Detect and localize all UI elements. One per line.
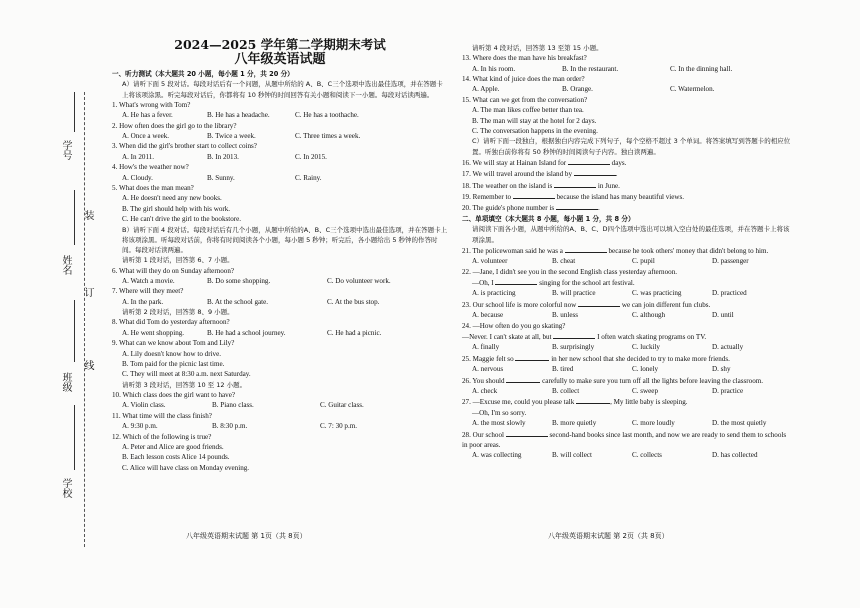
answer-blank[interactable] <box>568 157 610 165</box>
margin-label-xian: 线 <box>82 360 93 370</box>
options-15 <box>462 105 792 136</box>
blank-name <box>74 190 75 245</box>
question-22: 22. —Jane, I didn't see you in the second English class yesterday afternoon. <box>462 267 678 276</box>
option[interactable]: B. Sunny. <box>207 173 235 182</box>
part-b-instructions: B）请听下面 4 段对话。每段对话后有几个小题，从题中所给的A、B、C三个选项中选出最佳选项，并在答题卡上将该项涂黑。听每段对话前，你将有时间阅读各个小题，每小题 5 秒钟；听完后，各小题给出 5 秒钟的作答时间。每段对话读两遍。 <box>122 225 448 255</box>
answer-blank[interactable] <box>506 375 540 383</box>
q-text: 26. You should <box>462 376 505 385</box>
question-24-reply <box>462 331 792 342</box>
option[interactable]: A. In his room. <box>472 64 516 73</box>
options-7 <box>112 297 448 307</box>
options-24 <box>462 342 792 352</box>
answer-blank[interactable] <box>578 299 620 307</box>
option[interactable]: B. Piano class. <box>212 401 254 410</box>
options-26 <box>462 386 792 396</box>
question-3: 3. When did the girl's brother start to collect coins? <box>112 142 257 151</box>
question-20 <box>462 202 792 213</box>
q-text: 16. We will stay at Hainan Island for <box>462 158 567 167</box>
option[interactable]: C. In the dinning hall. <box>670 64 733 73</box>
option[interactable]: B. surprisingly <box>552 343 595 352</box>
dialogue-3-note: 请听第 3 段对话，回答第 10 至 12 小题。 <box>122 380 247 389</box>
option[interactable]: C. In 2015. <box>295 152 327 161</box>
question-24: 24. —How often do you go skating? <box>462 321 566 330</box>
option[interactable]: A. is practicing <box>472 289 516 298</box>
q-text: 25. Maggie felt so <box>462 354 514 363</box>
answer-blank[interactable] <box>515 353 549 361</box>
margin-label-class: 班级 <box>60 372 71 392</box>
q-text: we can join different fun clubs. <box>621 300 711 309</box>
option[interactable]: C. pupil <box>632 257 655 266</box>
question-17 <box>462 168 792 179</box>
q-text: , My little baby is sleeping. <box>610 398 688 407</box>
answer-blank[interactable] <box>554 180 596 188</box>
option[interactable]: C. He has a toothache. <box>295 111 359 120</box>
option[interactable]: C. was practicing <box>632 289 682 298</box>
dialogue-4-note: 请听第 4 段对话，回答第 13 至第 15 小题。 <box>472 44 603 52</box>
options-28 <box>462 450 792 460</box>
page-2-footer: 八年级英语期末试题 第 2页（共 8页） <box>548 532 669 540</box>
option[interactable]: B. The girl should help with his work. <box>122 204 231 213</box>
option[interactable]: A. nervous <box>472 365 504 374</box>
question-7: 7. Where will they meet? <box>112 287 184 296</box>
option[interactable]: C. lonely <box>632 365 659 374</box>
q-text: 27. —Excuse me, could you please talk <box>462 398 575 407</box>
option[interactable]: C. He had a picnic. <box>327 328 382 337</box>
q-text: second-hand books since last month, and now we are ready to send them to schools in poor areas. <box>462 430 787 450</box>
option[interactable]: D. practiced <box>712 289 747 298</box>
option[interactable]: C. collects <box>632 451 662 460</box>
answer-blank[interactable] <box>576 396 610 404</box>
option[interactable]: C. sweep <box>632 386 659 395</box>
section-2-heading: 二、单项填空（本大题共 8 小题，每小题 1 分，共 8 分） <box>462 214 635 223</box>
section-2-instructions: 请阅读下面各小题，从题中所给的A、B、C、D四个选项中选出可以填入空白处的最佳选项，并在答题卡上将该项涂黑。 <box>472 225 790 244</box>
options-6 <box>112 276 448 286</box>
option[interactable]: B. In 2013. <box>207 152 239 161</box>
question-25 <box>462 353 792 364</box>
option[interactable]: A. He doesn't need any new books. <box>122 194 222 203</box>
option[interactable]: A. Watch a movie. <box>122 276 175 285</box>
margin-label-school: 学校 <box>60 478 71 498</box>
option[interactable]: A. Once a week. <box>122 132 170 141</box>
q-text: 20. The guide's phone number is <box>462 204 555 213</box>
margin-label-student-id: 学号 <box>60 140 71 160</box>
option[interactable]: D. until <box>712 311 734 320</box>
option[interactable]: B. unless <box>552 311 579 320</box>
question-9: 9. What can we know about Tom and Lily? <box>112 339 235 348</box>
answer-blank[interactable] <box>513 191 555 199</box>
q-text: I often watch skating programs on TV. <box>597 332 707 341</box>
option[interactable]: A. 9:30 p.m. <box>122 422 158 431</box>
options-8 <box>112 328 448 338</box>
binding-margin <box>0 0 100 608</box>
q-text: 19. Remember to <box>462 193 512 202</box>
question-5: 5. What does the man mean? <box>112 184 194 193</box>
options-12 <box>112 442 448 473</box>
option[interactable]: A. Apple. <box>472 85 500 94</box>
options-3 <box>112 152 448 162</box>
binding-line <box>84 92 85 547</box>
q-text: in her new school that she decided to try to make more friends. <box>551 354 730 363</box>
q-text: carefully to make sure you turn off all the lights before leaving the classroom. <box>542 376 764 385</box>
option[interactable]: D. the most quietly <box>712 419 767 428</box>
option[interactable]: A. finally <box>472 343 500 352</box>
option[interactable]: C. He can't drive the girl to the bookstore. <box>122 215 242 224</box>
question-16 <box>462 157 792 168</box>
option[interactable]: B. He has a headache. <box>207 111 270 120</box>
option[interactable]: A. In 2011. <box>122 152 155 161</box>
q-text: because he took others' money that didn't belong to him. <box>608 246 769 255</box>
options-5 <box>112 193 448 224</box>
answer-blank[interactable] <box>565 245 607 253</box>
answer-blank[interactable] <box>556 202 600 213</box>
option[interactable]: B. will collect <box>552 451 592 460</box>
option[interactable]: B. Tom paid for the picnic last time. <box>122 359 225 368</box>
question-14: 14. What kind of juice does the man order? <box>462 75 585 84</box>
question-18 <box>462 180 792 191</box>
options-11 <box>112 421 448 431</box>
options-14 <box>462 84 792 94</box>
options-25 <box>462 364 792 374</box>
option[interactable]: A. check <box>472 386 498 395</box>
option[interactable]: C. 7: 30 p.m. <box>320 422 358 431</box>
option[interactable]: C. They will meet at 8:30 a.m. next Saturday. <box>122 370 251 379</box>
page-1-footer: 八年级英语期末试题 第 1页（共 8页） <box>186 532 307 540</box>
q-text: 21. The policewoman said he was a <box>462 246 563 255</box>
options-13 <box>462 64 792 74</box>
q-text: —Oh, I <box>472 278 494 287</box>
question-8: 8. What did Tom do yesterday afternoon? <box>112 318 230 327</box>
option[interactable]: C. Alice will have class on Monday evening. <box>122 463 250 472</box>
options-22 <box>462 288 792 298</box>
option[interactable]: A. In the park. <box>122 297 164 306</box>
page-2 <box>462 43 792 461</box>
q-text: in June. <box>597 181 620 190</box>
option[interactable]: B. collect <box>552 386 580 395</box>
page-1 <box>112 0 448 473</box>
q-text: —Never. I can't skate at all, but <box>462 332 552 341</box>
options-10 <box>112 400 448 410</box>
option[interactable]: D. shy <box>712 365 731 374</box>
option[interactable]: C. Guitar class. <box>320 401 364 410</box>
question-4: 4. How's the weather now? <box>112 163 189 172</box>
question-19 <box>462 191 792 202</box>
question-26 <box>462 375 792 386</box>
answer-blank[interactable] <box>506 429 548 437</box>
option[interactable]: C. luckily <box>632 343 660 352</box>
question-6: 6. What will they do on Sunday afternoon? <box>112 266 235 275</box>
option[interactable]: B. tired <box>552 365 574 374</box>
q-text: 23. Our school life is more colorful now <box>462 300 577 309</box>
question-21 <box>462 245 792 256</box>
q-text: . <box>615 170 618 179</box>
option[interactable]: B. Do some shopping. <box>207 276 271 285</box>
options-27 <box>462 418 792 428</box>
options-9 <box>112 349 448 380</box>
part-c-instructions: C）请听下面一段独白，根据独白内容完成下列句子，每个空格不超过 3 个单词。将答案填写到答题卡的相应位置。听独白前你将有 50 秒钟的时间阅读句子内容。独白读两遍。 <box>472 137 791 156</box>
option[interactable]: A. He went shopping. <box>122 328 185 337</box>
option[interactable]: A. Peter and Alice are good friends. <box>122 443 224 451</box>
option[interactable]: C. although <box>632 311 666 320</box>
option[interactable]: B. Twice a week. <box>207 132 256 141</box>
part-a-instructions: A）请听下面 5 段对话。每段对话后有一个问题，从题中所给的 A、B、C三个选项中选出最佳选项，并在答题卡上将该项涂黑。听完每段对话后，你都将有 10 秒钟的时间回答有关小题和阅读下一小题。每段对话读两遍。 <box>122 80 443 99</box>
option[interactable]: B. The man will stay at the hotel for 2 days. <box>472 116 597 125</box>
option[interactable]: C. At the bus stop. <box>327 297 380 306</box>
options-23 <box>462 310 792 320</box>
answer-blank[interactable] <box>495 277 537 285</box>
option[interactable]: B. will practice <box>552 289 596 298</box>
question-1: 1. What's wrong with Tom? <box>112 100 191 109</box>
blank-class <box>74 300 75 362</box>
q-text: 28. Our school <box>462 430 504 439</box>
option[interactable]: D. actually <box>712 343 744 352</box>
blank-student-id <box>74 92 75 132</box>
option[interactable]: A. He has a fever. <box>122 111 173 120</box>
option[interactable]: C. Do volunteer work. <box>327 276 391 285</box>
option[interactable]: A. because <box>472 311 504 320</box>
exam-subtitle: 八年级英语试题 <box>234 52 326 67</box>
options-4 <box>112 173 448 183</box>
option[interactable]: B. He had a school journey. <box>207 328 286 337</box>
blank-school <box>74 405 75 470</box>
question-10: 10. Which class does the girl want to have? <box>112 390 235 399</box>
q-text: because the island has many beautiful views. <box>556 193 685 202</box>
question-2: 2. How often does the girl go to the library? <box>112 121 237 130</box>
question-27-reply: —Oh, I'm so sorry. <box>472 408 527 417</box>
option[interactable]: D. passenger <box>712 257 749 266</box>
question-12: 12. Which of the following is true? <box>112 432 212 441</box>
margin-label-zhuang: 装 <box>82 210 93 220</box>
option[interactable]: B. At the school gate. <box>207 297 269 306</box>
option[interactable]: B. 8:30 p.m. <box>212 422 248 431</box>
options-21 <box>462 256 792 266</box>
question-23 <box>462 299 792 310</box>
q-text: . <box>597 204 600 213</box>
option[interactable]: A. was collecting <box>472 451 522 460</box>
answer-blank[interactable] <box>574 168 618 179</box>
option[interactable]: C. Rainy. <box>295 173 322 182</box>
dialogue-2-note: 请听第 2 段对话，回答第 8、9 小题。 <box>122 308 234 317</box>
q-text: 18. The weather on the island is <box>462 181 553 190</box>
margin-label-ding: 订 <box>82 287 93 297</box>
option[interactable]: D. practice <box>712 386 744 395</box>
option[interactable]: B. Each lesson costs Alice 14 pounds. <box>122 453 230 462</box>
options-2 <box>112 131 448 141</box>
option[interactable]: A. Violin class. <box>122 401 166 410</box>
question-28 <box>462 429 792 451</box>
option[interactable]: B. Orange. <box>562 85 593 94</box>
margin-label-name: 姓名 <box>60 255 71 275</box>
dialogue-1-note: 请听第 1 段对话，回答第 6、7 小题。 <box>122 256 234 265</box>
question-13: 13. Where does the man have his breakfast? <box>462 54 587 63</box>
option[interactable]: C. Three times a week. <box>295 132 361 141</box>
q-text: 17. We will travel around the island by <box>462 170 573 179</box>
question-15: 15. What can we get from the conversation? <box>462 95 588 104</box>
question-27 <box>462 396 792 407</box>
exam-title: 2024—2025 学年第二学期期末考试 <box>174 37 386 52</box>
q-text: days. <box>611 158 627 167</box>
option[interactable]: A. the most slowly <box>472 419 526 428</box>
option[interactable]: C. Watermelon. <box>670 85 715 94</box>
options-1 <box>112 110 448 120</box>
option[interactable]: C. The conversation happens in the evening. <box>472 127 598 136</box>
q-text: singing for the school art festival. <box>539 278 635 287</box>
section-1-heading: 一、听力测试（本大题共 20 小题，每小题 1 分，共 20 分） <box>112 70 294 78</box>
option[interactable]: B. In the restaurant. <box>562 64 619 73</box>
option[interactable]: A. Lily doesn't know how to drive. <box>122 349 222 358</box>
option[interactable]: A. The man likes coffee better than tea. <box>472 106 584 115</box>
option[interactable]: B. more quietly <box>552 419 597 428</box>
option[interactable]: C. more loudly <box>632 419 675 428</box>
option[interactable]: A. Cloudy. <box>122 173 153 182</box>
option[interactable]: A. volunteer <box>472 257 508 266</box>
question-11: 11. What time will the class finish? <box>112 411 212 420</box>
option[interactable]: D. has collected <box>712 451 758 460</box>
option[interactable]: B. cheat <box>552 257 576 266</box>
question-22-reply <box>462 277 792 288</box>
answer-blank[interactable] <box>553 331 595 339</box>
